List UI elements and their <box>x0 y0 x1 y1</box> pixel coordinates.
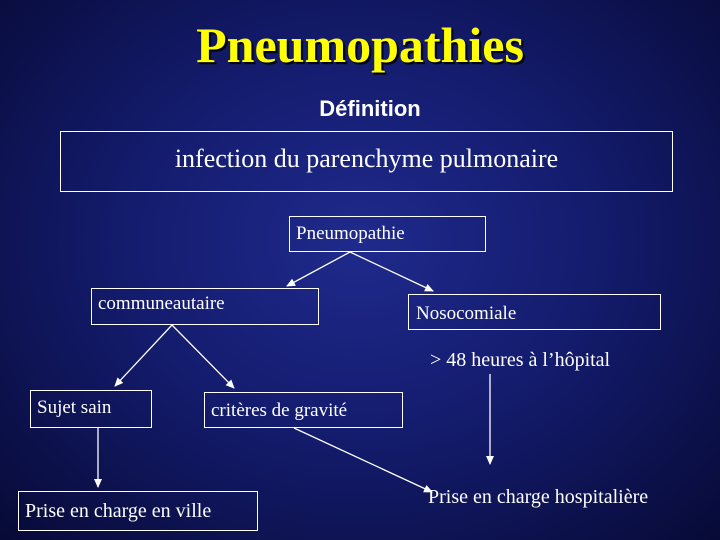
node-nosocomiale: Nosocomiale <box>408 294 661 330</box>
node-prise-en-charge-hospitaliere: Prise en charge hospitalière <box>428 486 649 508</box>
node-communautaire: communeautaire <box>91 288 319 325</box>
node-prise-en-charge-ville: Prise en charge en ville <box>18 491 258 531</box>
node-criteres-gravite: critères de gravité <box>204 392 403 428</box>
edge-criteres-hospitaliere <box>294 428 432 492</box>
slide-subtitle: Définition <box>319 96 421 121</box>
node-sujet-sain: Sujet sain <box>30 390 152 428</box>
node-pneumopathie: Pneumopathie <box>289 216 486 252</box>
slide-title: Pneumopathies <box>196 17 524 73</box>
edge-communautaire-criteres <box>172 325 234 388</box>
edge-communautaire-sujet <box>115 325 172 386</box>
edge-root-nosocomiale <box>350 252 433 291</box>
definition-box: infection du parenchyme pulmonaire <box>60 131 673 192</box>
nosocomiale-criterion-note: > 48 heures à l’hôpital <box>430 349 611 371</box>
edge-root-communautaire <box>287 252 350 286</box>
